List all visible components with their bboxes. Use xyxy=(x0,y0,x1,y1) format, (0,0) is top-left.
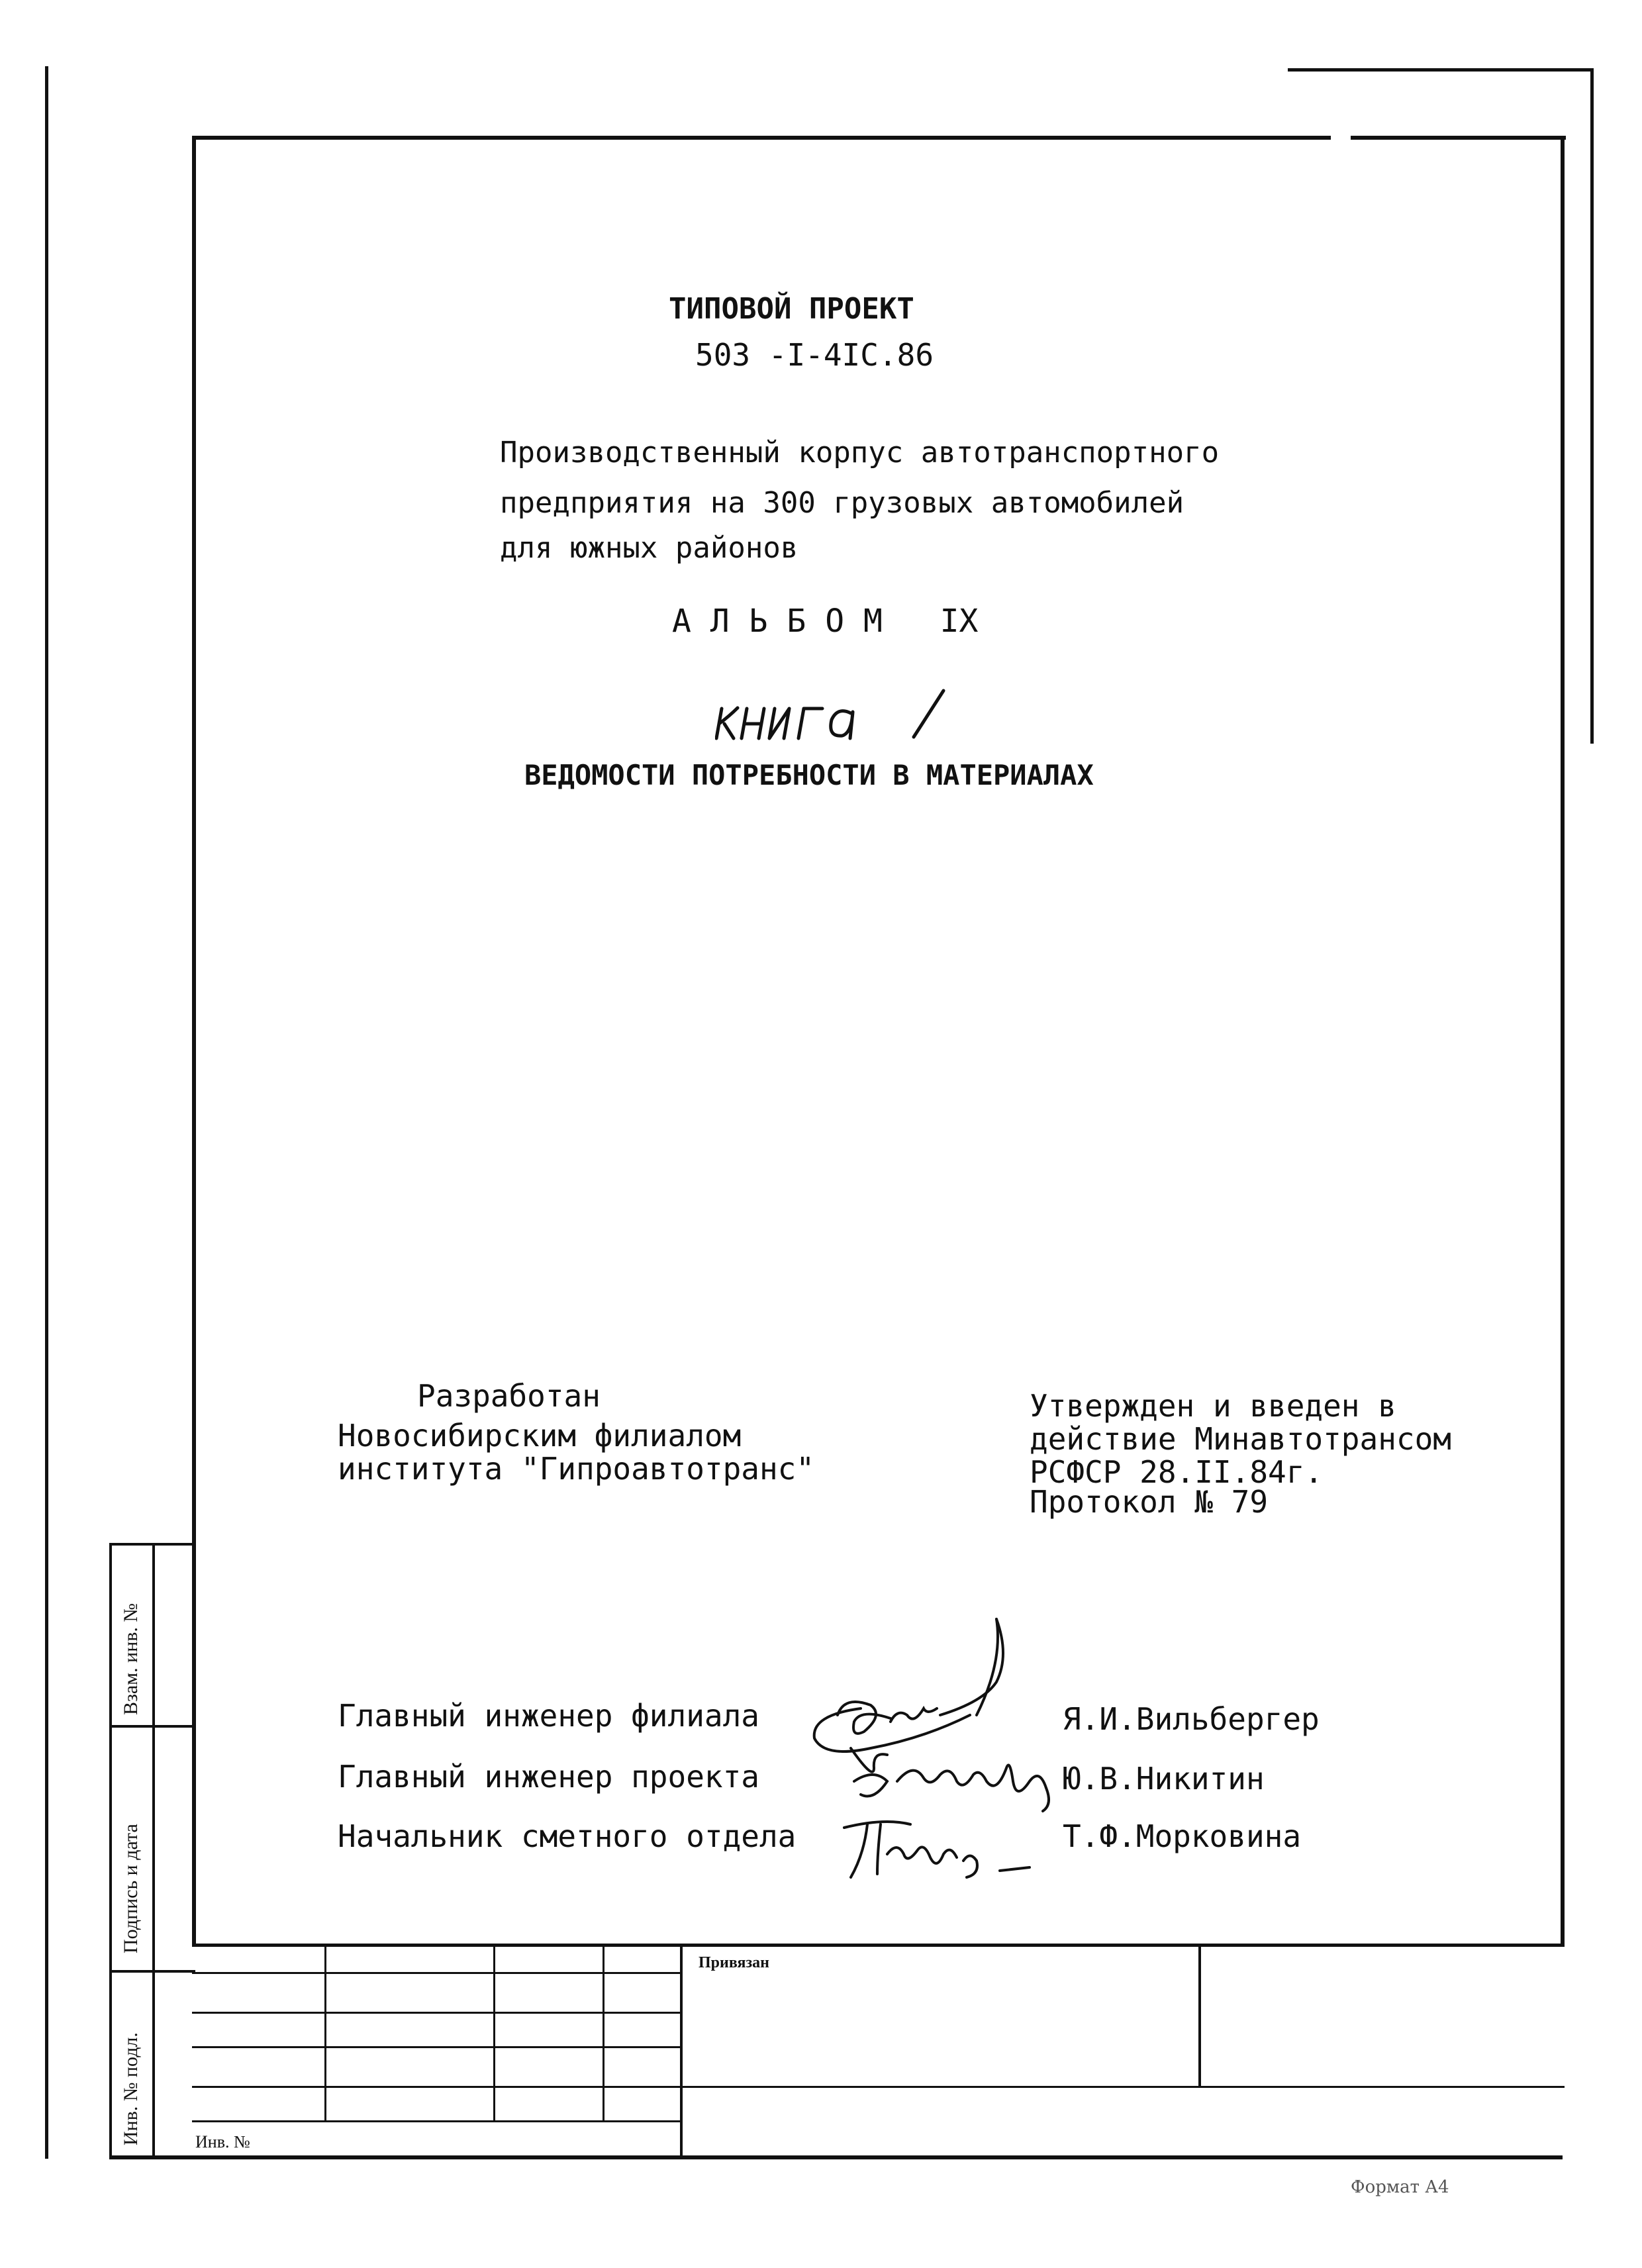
stamp-col-2 xyxy=(493,1944,495,2122)
signature-name-2: Ю.В.Никитин xyxy=(1063,1761,1265,1797)
stamp-col-5 xyxy=(1198,1944,1201,2088)
stamp-row-4 xyxy=(192,2086,1565,2088)
description-line-1: Производственный корпус автотранспортного xyxy=(500,436,1220,469)
signature-scribble-3 xyxy=(831,1814,1069,1887)
corner-mark-right xyxy=(1590,68,1594,744)
side-col-left-line xyxy=(109,1543,112,2159)
frame-right-border xyxy=(1561,136,1565,1947)
stamp-row-5 xyxy=(192,2120,682,2122)
description-line-3: для южных районов xyxy=(500,531,798,565)
stamp-row-1 xyxy=(192,1972,682,1974)
signature-1-svg xyxy=(798,1616,1063,1761)
stamp-row-2 xyxy=(192,2012,682,2014)
side-row-1 xyxy=(109,1725,195,1728)
signature-name-3: Т.Ф.Морковина xyxy=(1063,1818,1302,1854)
description-line-2: предприятия на 300 грузовых автомобилей xyxy=(500,486,1184,520)
project-type-title: ТИПОВОЙ ПРОЕКТ xyxy=(669,292,914,326)
stamp-inv-no-label: Инв. № xyxy=(195,2132,250,2151)
stamp-privyazan-label: Привязан xyxy=(699,1954,769,1971)
signature-3-svg xyxy=(831,1814,1069,1887)
approved-line-2: действие Минавтотрансом xyxy=(1030,1421,1451,1457)
handwritten-book-label xyxy=(715,685,960,745)
stamp-col-1 xyxy=(324,1944,326,2122)
signature-scribble-1 xyxy=(798,1616,1063,1761)
frame-top-border xyxy=(192,136,1331,140)
side-label-inv-podl: Инв. № подл. xyxy=(120,2032,142,2145)
signature-role-1: Главный инженер филиала xyxy=(338,1698,759,1734)
side-label-vzam: Взам. инв. № xyxy=(120,1602,142,1715)
signature-role-3: Начальник сметного отдела xyxy=(338,1818,797,1854)
signature-scribble-2 xyxy=(847,1742,1066,1814)
stamp-row-3 xyxy=(192,2046,682,2048)
handwritten-book-svg xyxy=(715,685,960,745)
document-subject: ВЕДОМОСТИ ПОТРЕБНОСТИ В МАТЕРИАЛАХ xyxy=(524,759,1094,791)
stamp-top-line xyxy=(192,1944,1565,1947)
signature-name-1: Я.И.Вильбергер xyxy=(1063,1701,1320,1737)
approved-line-3: РСФСР 28.II.84г. xyxy=(1030,1454,1324,1490)
side-col-mid-line xyxy=(152,1543,155,2159)
stamp-col-4 xyxy=(680,1944,683,2159)
signature-role-2: Главный инженер проекта xyxy=(338,1759,759,1795)
developed-line-1: Разработан xyxy=(417,1378,601,1414)
project-code: 503 -I-4IC.86 xyxy=(695,337,934,373)
side-label-podpis: Подпись и дата xyxy=(120,1824,142,1953)
frame-top-border-right xyxy=(1351,136,1566,140)
developed-line-3: института "Гипроавтотранс" xyxy=(338,1451,815,1487)
approved-line-4: Протокол № 79 xyxy=(1030,1484,1269,1520)
frame-bottom-border xyxy=(109,2155,1563,2159)
approved-line-1: Утвержден и введен в xyxy=(1030,1388,1396,1424)
side-row-2 xyxy=(109,1970,195,1973)
left-binding-line xyxy=(45,66,48,2159)
developed-line-2: Новосибирским филиалом xyxy=(338,1418,742,1454)
corner-mark-top xyxy=(1288,68,1592,72)
album-label: А Л Ь Б О М IX xyxy=(672,603,979,640)
signature-2-svg xyxy=(847,1742,1066,1814)
frame-left-border xyxy=(192,136,196,1947)
footer-format-label: Формат А4 xyxy=(1351,2177,1449,2197)
stamp-col-3 xyxy=(603,1944,604,2122)
side-row-top xyxy=(109,1543,195,1546)
